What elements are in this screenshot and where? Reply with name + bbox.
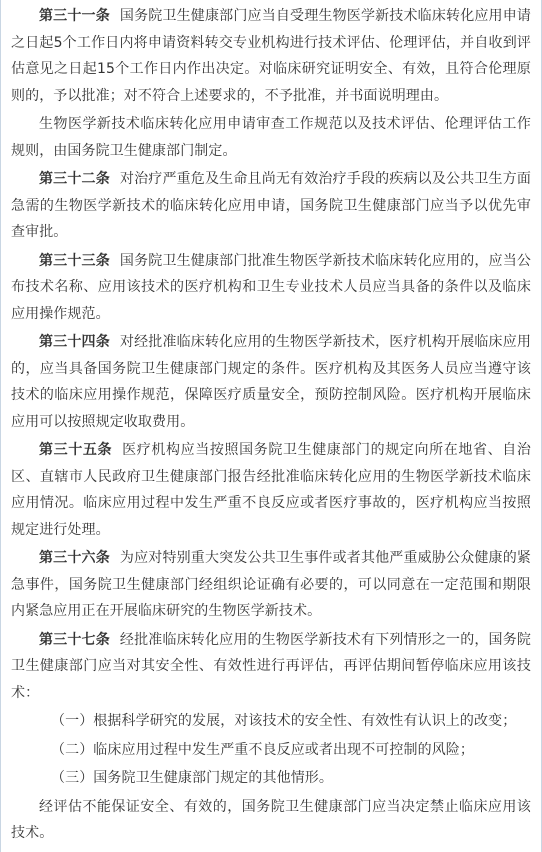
article-text: 国务院卫生健康部门应当自受理生物医学新技术临床转化应用申请之日起5个工作日内将申请资料转交专业机构进行技术评估、伦理评估，并自收到评估意见之日起15个工作日内作出决定。对临床研究证明安全、有效，且符合伦理原则的，予以批准；对不符合上述要求的，不予批准，并书面说明理由。 — [11, 8, 532, 104]
article-34 — [11, 329, 531, 435]
article-number: 第三十六条 — [39, 550, 110, 566]
article-text: 医疗机构应当按照国务院卫生健康部门的规定向所在地省、自治区、直辖市人民政府卫生健康部门报告经批准临床转化应用的生物医学新技术临床应用情况。临床应用过程中发生严重不良反应或者医疗事故的，医疗机构应当按照规定进行处理。 — [11, 442, 531, 538]
article-number: 第三十四条 — [39, 334, 110, 350]
article-text: 对治疗严重危及生命且尚无有效治疗手段的疾病以及公共卫生方面急需的生物医学新技术的临床转化应用申请，国务院卫生健康部门应当予以优先审查审批。 — [11, 171, 532, 240]
article-31-paragraph: 生物医学新技术临床转化应用申请审查工作规范以及技术评估、伦理评估工作规则，由国务院卫生健康部门制定。 — [11, 116, 531, 159]
article-35 — [11, 437, 531, 543]
article-32 — [11, 166, 531, 246]
article-37-paragraph: 经评估不能保证安全、有效的，国务院卫生健康部门应当决定禁止临床应用该技术。 — [11, 798, 531, 841]
article-number: 第三十五条 — [39, 442, 113, 458]
article-36 — [11, 545, 531, 625]
article-number: 第三十二条 — [39, 171, 110, 187]
list-item: （三）国务院卫生健康部门规定的其他情形。 — [51, 770, 333, 786]
list-item: （二）临床应用过程中发生严重不良反应或者出现不可控制的风险； — [51, 741, 474, 758]
article-text: 为应对特别重大突发公共卫生事件或者其他严重威胁公众健康的紧急事件，国务院卫生健康部门经组织论证确有必要的，可以同意在一定范围和期限内紧急应用正在开展临床研究的生物医学新技术。 — [11, 550, 532, 619]
article-text: 对经批准临床转化应用的生物医学新技术，医疗机构开展临床应用的，应当具备国务院卫生健康部门规定的条件。医疗机构及其医务人员应当遵守该技术的临床应用操作规范，保障医疗质量安全，预防控制风险。医疗机构开展临床应用可以按照规定收取费用。 — [11, 334, 532, 430]
article-text: 经批准临床转化应用的生物医学新技术有下列情形之一的，国务院卫生健康部门应当对其安全性、有效性进行再评估，再评估期间暂停临床应用该技术： — [11, 631, 532, 701]
article-37 — [11, 627, 531, 707]
article-31 — [11, 3, 531, 109]
article-number: 第三十七条 — [39, 631, 110, 648]
list-item: （一）根据科学研究的发展，对该技术的安全性、有效性有认识上的改变； — [51, 713, 517, 729]
article-33 — [11, 248, 531, 328]
article-text: 国务院卫生健康部门批准生物医学新技术临床转化应用的，应当公布技术名称、应用该技术的医疗机构和卫生专业技术人员应当具备的条件以及临床应用操作规范。 — [11, 252, 532, 322]
article-number: 第三十一条 — [39, 8, 110, 24]
article-number: 第三十三条 — [39, 252, 110, 269]
